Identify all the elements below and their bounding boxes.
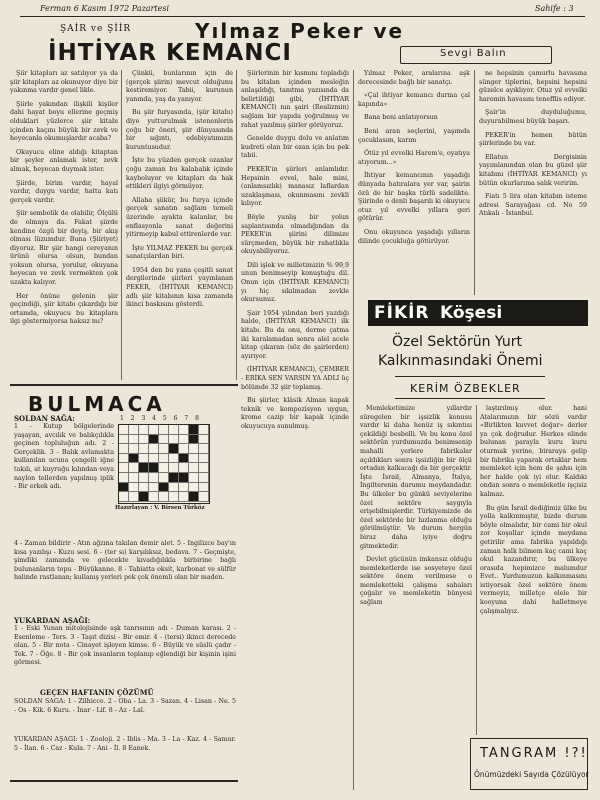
article-column-5 — [479, 70, 587, 295]
fikir-brand-a: FİKİR — [374, 303, 430, 323]
paragraph: Beni aran seçlerini, yaşımda çocuklasım, karım — [358, 127, 470, 144]
grid-cell[interactable] — [169, 454, 179, 464]
fikir-rule — [395, 376, 545, 377]
grid-block — [139, 492, 149, 502]
paragraph: Ötüz yıl evvelki Harem'e, oyatıya atıyorum...» — [358, 150, 470, 166]
grid-cell[interactable] — [169, 425, 179, 435]
grid-cell[interactable] — [129, 492, 139, 502]
grid-cell[interactable] — [189, 463, 199, 473]
grid-cell[interactable] — [159, 435, 169, 445]
grid-cell[interactable] — [169, 492, 179, 502]
yukardan-clues: 1 - Eski Yunan mitolojisinde aşk tanrısının adı - Duman karası. 2 - Esenleme - Ters. 3 - Taşıt dizisi - Bir emir. 4 - (tersi) ikinci derecede olan. 5 - Bir nota - Cinayet işleyen kimse. 6 - Büyük ve süslü çadır - Tek. 7 - Öğe. 8 - Bir çok insanların toplanıp eğlendiği bir kişinin işini görmesi. — [14, 625, 236, 667]
column-rule — [353, 70, 354, 790]
grid-block — [149, 463, 159, 473]
paragraph: (İHTİYAR KEMANCI), ÇEMBER - ERİKA SEN VARSIN YA ADLI üç bölümde 32 şiir toplamış. — [241, 366, 349, 391]
grid-cell[interactable] — [189, 444, 199, 454]
grid-cell[interactable] — [179, 444, 189, 454]
solution-across: SOLDAN SAĞA: 1 - Zilhicce. 2 - Oba - La. 3 - Sazan. 4 - Lisan - Ne. 5 - Os - Kik. 6 Kuru. - İnar - Lif. 8 - Az - Lal. — [14, 698, 236, 714]
paragraph: Bu şiir furyasında, (şiir kitabı) diye yutturulmak istenenlerin çoğu bir öneri, şiir dünyasında bir sığıntı, edebiyatımızın kuruntusudur. — [126, 109, 233, 151]
issue-line: Ferman 6 Kasım 1972 Pazartesi — [40, 4, 170, 13]
grid-block — [179, 473, 189, 483]
paragraph: 1954 den bu yana çeşitli sanat dergilerinde şiirleri yayınlanan PEKER, (İHTİYAR KEMANCI) adlı şiir kitabının kısa zamanda ikinci baskısını gösterdi. — [126, 266, 233, 309]
grid-cell[interactable] — [159, 454, 169, 464]
fikir-column-a — [360, 405, 472, 735]
grid-cell[interactable] — [139, 444, 149, 454]
grid-cell[interactable] — [119, 463, 129, 473]
grid-cell[interactable] — [199, 444, 209, 454]
fikir-rule — [395, 398, 545, 399]
soldan-clues-cont: 4 - Zaman bildirir - Atın ağzına takılan demir alet. 5 - İngilizce bay'ın kısa yazılışı - Kuzu sesi. 6 - (ter sı) karşılıksız, bedava. 7 - Geçmişte, şimdiki zamanda ve gelecekte kıvadığılıkla birbirine bağlı bulunanların topu - Büyükanne. 8 - Tabiatta oksit, karbonat ve sülfür halinde rastlanan; kullanış yerleri pek çok önemli olan bir maden. — [14, 540, 236, 582]
grid-cell[interactable] — [159, 473, 169, 483]
paragraph: Şair'in duyduluğumu, duyurabilmesi büyük başarı. — [479, 109, 587, 125]
grid-block — [169, 473, 179, 483]
fikir-brand-b: Köşesi — [440, 303, 503, 323]
grid-cell[interactable] — [129, 483, 139, 493]
grid-numbers: 1 2 3 4 5 6 7 8 — [120, 415, 202, 422]
grid-cell[interactable] — [199, 454, 209, 464]
grid-cell[interactable] — [129, 435, 139, 445]
soldan-clues: 1 - Kutup bölgelerinde yaşayan, avcılık ve balıkçılıkla geçinen topluluğun adı. 2 - Gerçeklik. 3 - Balık avlamakta kullanılan ucuna çengelli iğne takılı, at kuyruğu kılından veya naylon tellerden yapılmış iplik - Bir erkek adı. — [14, 423, 114, 491]
grid-cell[interactable] — [189, 483, 199, 493]
grid-cell[interactable] — [169, 435, 179, 445]
paragraph: Şiirle yakından ilişkili kişiler dahi hayat boyu ellerine geçmiş olduklari yüzlerce şiir kitabı içinden kaçını büyük bir zevk ve heyecanla okumuşlardır acaba? — [10, 100, 118, 143]
article-column-3 — [241, 70, 349, 790]
paragraph: Fiatı 5 lira olan kitabın isteme adresi Sarayağası cd. No 59 Atıkalı - İstanbul. — [479, 193, 587, 218]
grid-cell[interactable] — [159, 492, 169, 502]
paragraph: İhtiyar kemancının yaşadığı dünyada hatıralara yer var, şairin özü de bir başka türlü sadelikte. Şiirinde o denli başarılı ki okuyucu otuz yıl evvelki yıllara geri götürür. — [358, 172, 470, 223]
grid-cell[interactable] — [149, 483, 159, 493]
paragraph: Ellatun Dergisinin yayımlanından olan bu güzel şiir kitabını (İHTİYAR KEMANCI) yı bütün okurlarıma salık veririm. — [479, 153, 587, 187]
article-column-2 — [126, 70, 233, 380]
grid-cell[interactable] — [139, 483, 149, 493]
grid-block — [189, 425, 199, 435]
grid-cell[interactable] — [189, 454, 199, 464]
paragraph: Bana beni anlatıyorsun — [364, 114, 438, 122]
yukardan-heading: YUKARDAN AŞAĞI: — [14, 616, 91, 625]
article-column-1 — [10, 70, 118, 380]
headline: İHTİYAR KEMANCI — [48, 40, 292, 66]
grid-cell[interactable] — [119, 444, 129, 454]
column-rule — [476, 405, 477, 735]
bulmaca-top-rule — [10, 384, 238, 386]
grid-cell[interactable] — [149, 425, 159, 435]
paragraph: Bu şiirler, klâsik Alman kapak teknik ve kompozisyon uygun, krome cazip bir kapak içinde okuyucuya sunulmuş. — [241, 397, 349, 430]
grid-cell[interactable] — [199, 425, 209, 435]
header-rule — [20, 16, 585, 17]
grid-block — [189, 492, 199, 502]
grid-cell[interactable] — [199, 463, 209, 473]
grid-cell[interactable] — [119, 425, 129, 435]
grid-cell[interactable] — [149, 492, 159, 502]
paragraph: Her önüne gelenin şiir geçindiği, şiir kitabı çıkardığı bir ortamda, okuyucu bu kitaplara ilgi göstermiyorsa haksız mı? — [10, 292, 118, 326]
grid-cell[interactable] — [149, 444, 159, 454]
grid-cell[interactable] — [179, 492, 189, 502]
column-rule — [236, 70, 237, 380]
paragraph: Çünkü, bunlarının için de (gerçek şiirin) mevcut olduğunu kestiremiyor. Tabii, kurunun yanında, yaş da yanıyor. — [126, 70, 233, 103]
grid-cell[interactable] — [139, 473, 149, 483]
grid-cell[interactable] — [199, 473, 209, 483]
grid-cell[interactable] — [169, 483, 179, 493]
grid-cell[interactable] — [139, 425, 149, 435]
crossword-grid[interactable] — [118, 424, 210, 504]
grid-cell[interactable] — [159, 444, 169, 454]
grid-cell[interactable] — [159, 463, 169, 473]
fikir-column-b — [480, 405, 587, 735]
grid-block — [189, 435, 199, 445]
paragraph: «Çal ihtiyar kemancı durma çal kapında» — [358, 92, 470, 108]
fikir-title-line1: Özel Sektörün Yurt — [392, 334, 522, 350]
article-column-4 — [358, 70, 470, 295]
paragraph: Şiirde, birim vardır, hayal vardır, duygu vardır, hatta katı gerçek vardır. — [10, 179, 118, 204]
tangram-subtitle: Önümüzdeki Sayıda Çözülüyor — [474, 770, 589, 779]
paragraph: Şiir sembolik de olabilir, Ölçülü de olmaya da. Fakat şiirde kendine özgü bir deyiş, bir akış olması lüzumdur. Buna (Şiiriyet) diyoruz. Bir şiir hangi cereyanın ürünü olursa olsun, bundan yoksun olursa, yorulur, okuyana heyecan ve zevk vermekten çok uzakta kalıyor. — [10, 210, 118, 287]
tangram-title: TANGRAM !?! — [480, 746, 588, 761]
byline: Sevgi Balın — [440, 48, 507, 59]
grid-cell[interactable] — [139, 454, 149, 464]
paragraph: ne hepsinin çamurlu havasına sünger tiplerini, hepsini hepsini güzelce ayıklıyor. Otuz yıl evvelki haremin havasını tenefflis ediyor. — [479, 70, 587, 103]
paragraph: Şiir kitapları az satılıyor ya da şiir kitapları az okunuyor diye bir yakınma vardır genel likle. — [10, 70, 118, 95]
kicker: ŞAİR ve ŞİİR — [60, 24, 132, 34]
paragraph: Devlet gücünün imkansız olduğu memleketlerde ise sosyeteye özel sektöre önem verilmese o memleketteki çalışma sahaları çoğalır ve memleketin bünyesi sağlam — [360, 556, 472, 607]
grid-cell[interactable] — [179, 425, 189, 435]
grid-block — [139, 463, 149, 473]
paragraph: Onu okuyunca yaşadığı yılların dilinde çocukluğa götürüyor. — [358, 228, 470, 245]
grid-cell[interactable] — [149, 454, 159, 464]
grid-cell[interactable] — [199, 435, 209, 445]
fikir-title-line2: Kalkınmasındaki Önemi — [378, 353, 543, 369]
grid-block — [179, 454, 189, 464]
grid-cell[interactable] — [169, 463, 179, 473]
bulmaca-title: BULMACA — [28, 392, 166, 416]
crossword-credit: Hazırlayan : V. Birsen Türköz — [115, 505, 205, 511]
grid-block — [119, 483, 129, 493]
grid-block — [169, 444, 179, 454]
solution-heading: GEÇEN HAFTANIN ÇÖZÜMÜ — [40, 688, 154, 697]
paragraph: Okuyucu eline aldığı kitaptan bir şeyler anlamak ister, zevk almak, heyecan duymak ister. — [10, 148, 118, 173]
grid-cell[interactable] — [199, 492, 209, 502]
grid-cell[interactable] — [129, 463, 139, 473]
paragraph: PEKER'in hemen bütün şiirlerinde bu var. — [479, 131, 587, 148]
grid-cell[interactable] — [159, 425, 169, 435]
solution-down: YUKARDAN AŞAĞI: 1 - Zooloji. 2 - İblis - Ma. 3 - La - Kaz. 4 - Samur. 5 - İlan. 6 - Caz - Kula. 7 - Ani - İl. 8 Eanek. — [14, 736, 236, 752]
grid-cell[interactable] — [189, 473, 199, 483]
paragraph: PEKER'in şiirleri anlamlıdır. Hepsinin evvel, hale mini, (anlamsızlık) manasız laflardan uzaklaşması, okunmasını zevkli kılıyor. — [241, 165, 349, 208]
grid-cell[interactable] — [119, 492, 129, 502]
grid-block — [129, 454, 139, 464]
grid-cell[interactable] — [179, 483, 189, 493]
paragraph: Memleketimize yıllardır süregelen bir işsizlik konusu vardır ki daha henüz iş sıkıntısı çekildiği besbelli. Ve bu konu özel sektörün yurdumuzda benimsenip mahalli yerlere fabrikalar açıldıkları sonra işsizliğin bir ölçü ortadan kalkacağı da bir gerçektir. İşte İsrail, Almanya, İtalya, İngilterenin durumu meydandadır. Bu ülkeler bu günkü seviyelerine özel sektöre saygıyla erişebilmişlerdir. Türkiyemizde de özel sektörde bir hızlanma olduğu görülmüştür. Ve durum hergün biraz daha iyiye doğru gitmektedir. — [360, 405, 472, 550]
grid-cell[interactable] — [149, 473, 159, 483]
fikir-author: KERİM ÖZBEKLER — [410, 382, 521, 395]
paragraph: Böyle yanlış bir yolun saplantısında olmadığından da PEKER'in şiirini dilimize sürçmeden, büyük bir rahatlıkla okuyabiliyoruz. — [241, 213, 349, 256]
paragraph: İşte YILMAZ PEKER bu gerçek sanatçılardan biri. — [126, 244, 233, 261]
grid-cell[interactable] — [179, 435, 189, 445]
grid-cell[interactable] — [139, 435, 149, 445]
paragraph: İşte bu yüzden gerçek ozanlar çoğu zaman bu kalabalık içinde kayboluyor ve kitapları da hak ettikleri ilgiyi görmüyor. — [126, 157, 233, 191]
paragraph: Dili işlek ve milletimizin % 99,9 unun benimseyip konuştuğu dil. Onun için (İHTİYAR KEMANCI) yı hiç sıkılmadan zevkle okursunuz. — [241, 261, 349, 304]
grid-cell[interactable] — [119, 435, 129, 445]
grid-cell[interactable] — [119, 454, 129, 464]
grid-cell[interactable] — [129, 444, 139, 454]
grid-block — [159, 483, 169, 493]
bulmaca-bottom-rule — [10, 780, 238, 782]
paragraph: Allaha şükür, bu furya içinde gerçek sanatın sağlam temeli üzerinde ayakta kalanlar, bu enflasyonla sanat değerini yitirmeyip kabul ettirenlerde var. — [126, 196, 233, 239]
grid-block — [149, 435, 159, 445]
paragraph: Şair 1954 yılından beri yazdığı halde, (İHTİYAR KEMANCI) ilk kitabı. Bu da onu, derme çatma iki karalamadan sonra alel acele kitap çıkaran (söz de şairlerden) ayırıyor. — [241, 309, 349, 360]
grid-cell[interactable] — [129, 425, 139, 435]
soldan-heading: SOLDAN SAĞA: — [14, 414, 75, 423]
paragraph: laştırılmış olur. hani Atalarımızın bir sözü vardır «Birlikten kuvvet doğar» derler ya çok doğrudur. Herkes elinde bulunan parayla kuru kuru oturmak yerine, biraraya gelip bir fabrika yaparak ortaklar hem memleket için hem de şahsı için her halde çok iyi olur. Kaldıki ondan sonra o memleketle işçisiz kalmaz. — [480, 405, 587, 498]
paragraph: Bu gün İsrail dediğimiz ülke bu yolla kalkınmıştır, bizde durum böyle olmalıdır, bir cami bir okul zor koşullar içinde meydana getirilir ama fabrika yapıldığı zaman halk bilmem kaç cami kaç okul kazandırır, bu ülkeye orasıda hepimizce malumdur Evet.. Yurdumuzun kalkınmasını istiyorsak özel sektöre önem vermeyiz, milletçe elele bir kooyuna dahi halletmeye çalışmalıyız. — [480, 504, 587, 615]
paragraph: Genelde duygu dolu ve anlatım kudreti olan bir ozan için bu pek tabii. — [241, 135, 349, 160]
column-rule — [121, 70, 122, 380]
column-rule — [474, 70, 475, 295]
paragraph: Şiirlerinin bir kısmını topladığı bu kitabın içinden mesleğin anlaşıldığı, tanıtma yazısında da belirtildiği gibi, (İHTİYAR KEMANCI) nın şairi (Realizmin) sağlam bir yapıda yoğrulmuş ve rahat yazılmış şiirler görüyoruz. — [241, 70, 349, 129]
grid-cell[interactable] — [199, 483, 209, 493]
grid-cell[interactable] — [179, 463, 189, 473]
paragraph: Yılmaz Peker, aralarına aşk derecesinde bağlı bir sanatçı. — [358, 70, 470, 86]
author-headline: Yılmaz Peker ve — [195, 19, 405, 43]
grid-cell[interactable] — [129, 473, 139, 483]
page-number: Sahife : 3 — [535, 4, 574, 13]
grid-cell[interactable] — [119, 473, 129, 483]
